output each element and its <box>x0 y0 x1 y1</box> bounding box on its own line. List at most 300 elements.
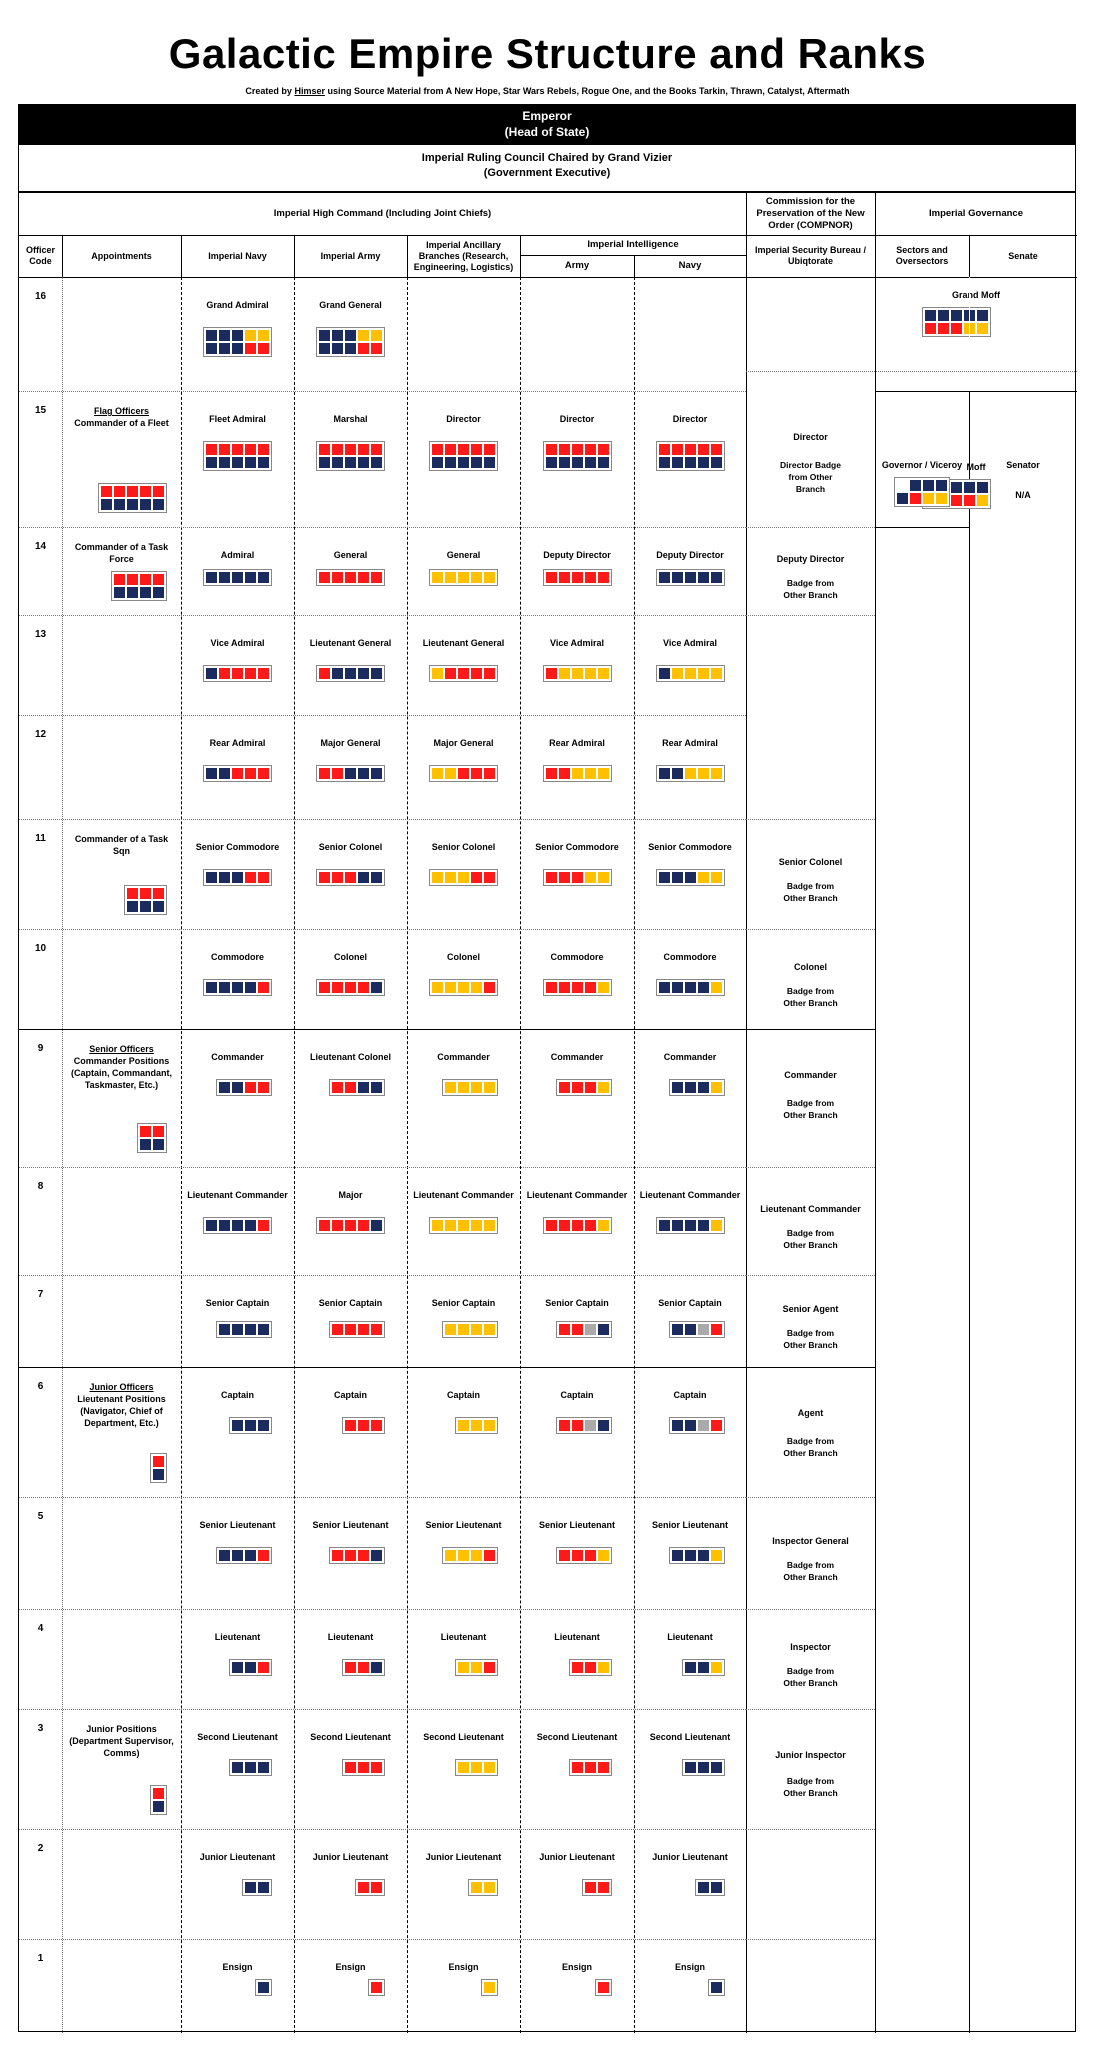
rank-badge <box>216 1321 272 1338</box>
badge-square <box>672 982 683 993</box>
badge-square <box>345 1662 356 1673</box>
badge-square <box>546 444 557 455</box>
rank-name: Second Lieutenant <box>536 1732 618 1742</box>
badge-square <box>371 1762 382 1773</box>
badge-square <box>332 1324 343 1335</box>
badge-square <box>358 343 369 354</box>
badge-square <box>585 1662 596 1673</box>
badge-square <box>598 1324 609 1335</box>
badge-square <box>559 668 570 679</box>
rank-name: Lieutenant Commander <box>526 1190 628 1200</box>
badge-square <box>219 872 230 883</box>
badge-square <box>332 1220 343 1231</box>
appointment-badge <box>150 1785 167 1815</box>
badge-square <box>572 1550 583 1561</box>
column-header-ancillary: Imperial Ancillary Branches (Research, Engineering, Logistics) <box>413 239 514 272</box>
officer-code: 5 <box>37 1511 44 1522</box>
badge-square <box>319 457 330 468</box>
rank-name: Colonel <box>447 952 480 962</box>
governor-label: Governor / Viceroy <box>881 460 963 470</box>
badge-square <box>371 668 382 679</box>
rank-name: Senior Captain <box>545 1298 609 1308</box>
badge-square <box>572 1082 583 1093</box>
rank-badge <box>656 979 725 996</box>
rank-badge <box>342 1417 385 1434</box>
badge-square <box>711 572 722 583</box>
badge-square <box>598 982 609 993</box>
badge-square <box>114 486 125 497</box>
isb-badge-note: Badge from Other Branch <box>783 1328 838 1350</box>
rank-badge <box>429 869 498 886</box>
badge-square <box>951 323 962 334</box>
badge-square <box>140 486 151 497</box>
officer-code: 14 <box>34 541 47 552</box>
badge-square <box>258 1220 269 1231</box>
badge-square <box>711 1220 722 1231</box>
rank-name: Ensign <box>448 1962 479 1972</box>
badge-square <box>153 1126 164 1137</box>
badge-square <box>484 872 495 883</box>
rank-badge <box>203 665 272 682</box>
badge-square <box>245 457 256 468</box>
badge-square <box>445 1324 456 1335</box>
badge-square <box>711 1324 722 1335</box>
badge-square <box>232 1220 243 1231</box>
badge-square <box>598 768 609 779</box>
rank-badge <box>455 1759 498 1776</box>
rank-badge <box>216 1079 272 1096</box>
badge-square <box>698 1220 709 1231</box>
isb-badge-note: Badge from Other Branch <box>783 578 838 600</box>
badge-square <box>936 493 947 504</box>
badge-square <box>484 1762 495 1773</box>
badge-square <box>572 457 583 468</box>
isb-badge-note: Badge from Other Branch <box>783 1098 838 1120</box>
badge-square <box>219 668 230 679</box>
rank-badge <box>316 765 385 782</box>
isb-badge-note: Badge from Other Branch <box>783 1436 838 1458</box>
badge-square <box>445 1082 456 1093</box>
badge-square <box>332 768 343 779</box>
badge-square <box>672 1324 683 1335</box>
rank-badge <box>708 1979 725 1996</box>
badge-square <box>432 982 443 993</box>
rank-badge <box>429 569 498 586</box>
rank-name: Commodore <box>210 952 264 962</box>
column-header-appointments: Appointments <box>91 250 152 261</box>
row-divider-isb <box>746 1709 875 1710</box>
badge-square <box>245 1550 256 1561</box>
governor-bottom <box>875 527 969 528</box>
badge-square <box>484 1324 495 1335</box>
badge-square <box>371 1882 382 1893</box>
badge-square <box>897 480 908 491</box>
badge-square <box>232 1550 243 1561</box>
badge-square <box>371 982 382 993</box>
badge-square <box>458 1762 469 1773</box>
badge-square <box>258 1550 269 1561</box>
badge-square <box>698 1662 709 1673</box>
badge-square <box>345 444 356 455</box>
badge-square <box>672 668 683 679</box>
rank-name: Vice Admiral <box>549 638 605 648</box>
column-header-army: Imperial Army <box>320 250 381 261</box>
badge-square <box>572 768 583 779</box>
badge-square <box>258 1882 269 1893</box>
badge-square <box>471 444 482 455</box>
badge-square <box>698 668 709 679</box>
badge-square <box>672 572 683 583</box>
badge-square <box>458 1324 469 1335</box>
isb-rank-name: Inspector <box>790 1642 831 1652</box>
badge-square <box>559 1324 570 1335</box>
badge-square <box>153 901 164 912</box>
rank-badge <box>656 441 725 471</box>
badge-square <box>484 1550 495 1561</box>
compnor-heading: Commission for the Preservation of the New Order (COMPNOR) <box>756 196 865 231</box>
rank-badge <box>569 1759 612 1776</box>
badge-square <box>936 480 947 491</box>
badge-square <box>153 888 164 899</box>
badge-square <box>206 343 217 354</box>
badge-square <box>358 1662 369 1673</box>
rank-name: Lieutenant Commander <box>187 1190 288 1200</box>
badge-square <box>711 1420 722 1431</box>
rank-badge <box>203 979 272 996</box>
badge-square <box>245 572 256 583</box>
badge-square <box>471 572 482 583</box>
badge-square <box>445 457 456 468</box>
row-divider-isb <box>746 1367 875 1368</box>
badge-square <box>358 872 369 883</box>
rank-badge <box>656 665 725 682</box>
badge-square <box>685 768 696 779</box>
badge-square <box>471 1550 482 1561</box>
column-line <box>746 277 747 2033</box>
header-vline <box>875 235 876 277</box>
officer-code: 7 <box>37 1289 44 1300</box>
badge-square <box>585 444 596 455</box>
badge-square <box>445 444 456 455</box>
badge-square <box>559 1550 570 1561</box>
rank-badge <box>543 765 612 782</box>
rank-badge <box>556 1079 612 1096</box>
badge-square <box>245 872 256 883</box>
rank-badge <box>543 1217 612 1234</box>
badge-square <box>711 1762 722 1773</box>
badge-square <box>432 668 443 679</box>
badge-square <box>101 486 112 497</box>
badge-square <box>153 1456 164 1467</box>
rank-name: Captain <box>220 1390 254 1400</box>
badge-square <box>332 330 343 341</box>
badge-square <box>153 486 164 497</box>
badge-square <box>585 457 596 468</box>
rank-badge <box>556 1321 612 1338</box>
high-command-heading: Imperial High Command (Including Joint Chiefs) <box>273 208 492 219</box>
badge-square <box>140 574 151 585</box>
badge-square <box>206 572 217 583</box>
badge-square <box>559 457 570 468</box>
rank-name: Marshal <box>333 414 368 424</box>
badge-square <box>471 1220 482 1231</box>
badge-square <box>672 1550 683 1561</box>
sector-gap <box>969 277 970 391</box>
badge-square <box>319 1220 330 1231</box>
rank-name: Lieutenant <box>214 1632 261 1642</box>
emperor-bar <box>18 104 1076 144</box>
badge-square <box>598 1982 609 1993</box>
badge-square <box>206 1220 217 1231</box>
isb-badge-note: Director Badge from Other Branch <box>780 460 841 494</box>
badge-square <box>358 330 369 341</box>
badge-square <box>219 1324 230 1335</box>
badge-square <box>585 1324 596 1335</box>
rank-badge <box>455 1417 498 1434</box>
rank-name: Lieutenant <box>667 1632 713 1642</box>
rank-name: Senior Lieutenant <box>651 1520 728 1530</box>
rank-badge <box>543 869 612 886</box>
badge-square <box>559 572 570 583</box>
rank-badge <box>429 665 498 682</box>
badge-square <box>598 444 609 455</box>
badge-square <box>432 444 443 455</box>
badge-square <box>711 1882 722 1893</box>
officer-code: 11 <box>35 833 46 844</box>
badge-square <box>711 1550 722 1561</box>
badge-square <box>245 982 256 993</box>
badge-square <box>546 572 557 583</box>
badge-square <box>101 499 112 510</box>
header-vline <box>634 255 635 277</box>
badge-square <box>245 330 256 341</box>
badge-square <box>332 1082 343 1093</box>
isb-badge-note: Badge from Other Branch <box>783 1560 838 1582</box>
council-label: Imperial Ruling Council Chaired by Grand Vizier <box>421 152 673 164</box>
rank-badge <box>656 569 725 586</box>
badge-square <box>698 444 709 455</box>
badge-square <box>432 768 443 779</box>
badge-square <box>345 982 356 993</box>
rank-name: Senior Colonel <box>431 842 496 852</box>
rank-name: Lieutenant <box>440 1632 487 1642</box>
rank-name: Commodore <box>663 952 717 962</box>
badge-square <box>232 1662 243 1673</box>
badge-square <box>114 499 125 510</box>
badge-square <box>153 1139 164 1150</box>
badge-square <box>585 1220 596 1231</box>
rank-name: Commodore <box>550 952 604 962</box>
badge-square <box>585 1762 596 1773</box>
rank-badge <box>229 1659 272 1676</box>
rank-badge <box>481 1979 498 1996</box>
badge-square <box>672 444 683 455</box>
badge-square <box>127 888 138 899</box>
badge-square <box>345 1550 356 1561</box>
badge-square <box>685 872 696 883</box>
rank-badge <box>656 1217 725 1234</box>
badge-square <box>910 480 921 491</box>
badge-square <box>685 1082 696 1093</box>
rank-name: Ensign <box>674 1962 705 1972</box>
badge-square <box>585 1550 596 1561</box>
badge-square <box>371 1982 382 1993</box>
rank-badge <box>316 327 385 357</box>
badge-square <box>685 457 696 468</box>
rank-name: Second Lieutenant <box>649 1732 731 1742</box>
appointment-text: Commander of a Fleet <box>74 418 169 428</box>
badge-square <box>951 482 962 493</box>
badge-square <box>127 486 138 497</box>
senate-top <box>969 391 1077 392</box>
appointment-badge <box>150 1453 167 1483</box>
badge-square <box>358 1324 369 1335</box>
appointment-text: Commander of a Task Sqn <box>74 834 169 856</box>
badge-square <box>245 1220 256 1231</box>
badge-square <box>358 982 369 993</box>
rank-name: Second Lieutenant <box>423 1732 504 1742</box>
badge-square <box>698 1420 709 1431</box>
badge-square <box>127 901 138 912</box>
rank-badge <box>329 1321 385 1338</box>
badge-square <box>371 330 382 341</box>
badge-square <box>598 1762 609 1773</box>
rank-badge <box>656 869 725 886</box>
badge-square <box>711 457 722 468</box>
badge-square <box>471 1882 482 1893</box>
rank-name: Senior Captain <box>431 1298 496 1308</box>
rank-name: Commander <box>211 1052 264 1062</box>
badge-square <box>585 668 596 679</box>
isb-rank-name: Lieutenant Commander <box>760 1204 861 1214</box>
badge-square <box>206 982 217 993</box>
badge-square <box>358 668 369 679</box>
badge-square <box>685 444 696 455</box>
badge-square <box>345 1762 356 1773</box>
rank-badge <box>442 1321 498 1338</box>
officer-code: 4 <box>37 1623 44 1634</box>
badge-square <box>258 1662 269 1673</box>
badge-square <box>345 872 356 883</box>
badge-square <box>358 1882 369 1893</box>
header-vline <box>407 235 408 277</box>
badge-square <box>672 1420 683 1431</box>
badge-square <box>685 1662 696 1673</box>
badge-square <box>332 444 343 455</box>
rank-name: Senior Captain <box>658 1298 722 1308</box>
badge-square <box>232 982 243 993</box>
rank-badge <box>429 441 498 471</box>
badge-square <box>471 1082 482 1093</box>
badge-square <box>258 1982 269 1993</box>
badge-square <box>685 572 696 583</box>
badge-square <box>977 310 988 321</box>
ruling-council-box <box>18 144 1076 192</box>
badge-square <box>432 572 443 583</box>
badge-square <box>332 572 343 583</box>
badge-square <box>672 872 683 883</box>
badge-square <box>484 1662 495 1673</box>
rank-badge <box>468 1879 498 1896</box>
badge-square <box>258 1420 269 1431</box>
grand-moff-badge <box>922 307 991 337</box>
badge-square <box>572 872 583 883</box>
badge-square <box>140 901 151 912</box>
badge-square <box>319 343 330 354</box>
isb-badge-note: Badge from Other Branch <box>783 881 838 903</box>
isb-rank-name: Agent <box>797 1408 824 1418</box>
senator-label: Senator <box>1006 460 1040 470</box>
badge-square <box>219 982 230 993</box>
row-divider-isb <box>746 1939 875 1940</box>
rank-badge <box>669 1079 725 1096</box>
officer-code: 16 <box>34 291 47 302</box>
badge-square <box>206 444 217 455</box>
badge-square <box>471 872 482 883</box>
rank-badge <box>316 869 385 886</box>
badge-square <box>258 444 269 455</box>
badge-square <box>153 587 164 598</box>
badge-square <box>232 457 243 468</box>
rank-name: Rear Admiral <box>662 738 718 748</box>
badge-square <box>484 1420 495 1431</box>
badge-square <box>546 768 557 779</box>
badge-square <box>140 1139 151 1150</box>
rank-name: Grand General <box>319 300 382 310</box>
badge-square <box>585 982 596 993</box>
badge-square <box>445 668 456 679</box>
rank-name: Senior Lieutenant <box>312 1520 389 1530</box>
badge-square <box>371 1662 382 1673</box>
badge-square <box>685 1420 696 1431</box>
rank-name: Colonel <box>334 952 367 962</box>
badge-square <box>572 982 583 993</box>
badge-square <box>258 457 269 468</box>
rank-name: Director <box>672 414 708 424</box>
appointment-heading: Senior Officers <box>89 1044 154 1054</box>
badge-square <box>371 457 382 468</box>
badge-square <box>672 1220 683 1231</box>
badge-square <box>910 493 921 504</box>
subtitle-author: Himser <box>294 86 325 96</box>
rank-name: Lieutenant Colonel <box>310 1052 391 1062</box>
badge-square <box>925 323 936 334</box>
badge-square <box>219 330 230 341</box>
rank-name: Major General <box>320 738 381 748</box>
badge-square <box>698 982 709 993</box>
rank-badge <box>203 441 272 471</box>
badge-square <box>598 1882 609 1893</box>
badge-square <box>153 574 164 585</box>
badge-square <box>685 1762 696 1773</box>
badge-square <box>358 768 369 779</box>
rank-badge <box>669 1547 725 1564</box>
badge-square <box>559 872 570 883</box>
badge-square <box>319 768 330 779</box>
badge-square <box>484 1082 495 1093</box>
badge-square <box>458 572 469 583</box>
rank-name: Commander <box>663 1052 717 1062</box>
rank-name: Vice Admiral <box>662 638 718 648</box>
row-divider-isb <box>746 819 875 820</box>
badge-square <box>471 1662 482 1673</box>
appointment-badge <box>124 885 167 915</box>
badge-square <box>232 1324 243 1335</box>
rank-badge <box>556 1547 612 1564</box>
badge-square <box>572 1762 583 1773</box>
badge-square <box>559 982 570 993</box>
badge-square <box>258 1324 269 1335</box>
